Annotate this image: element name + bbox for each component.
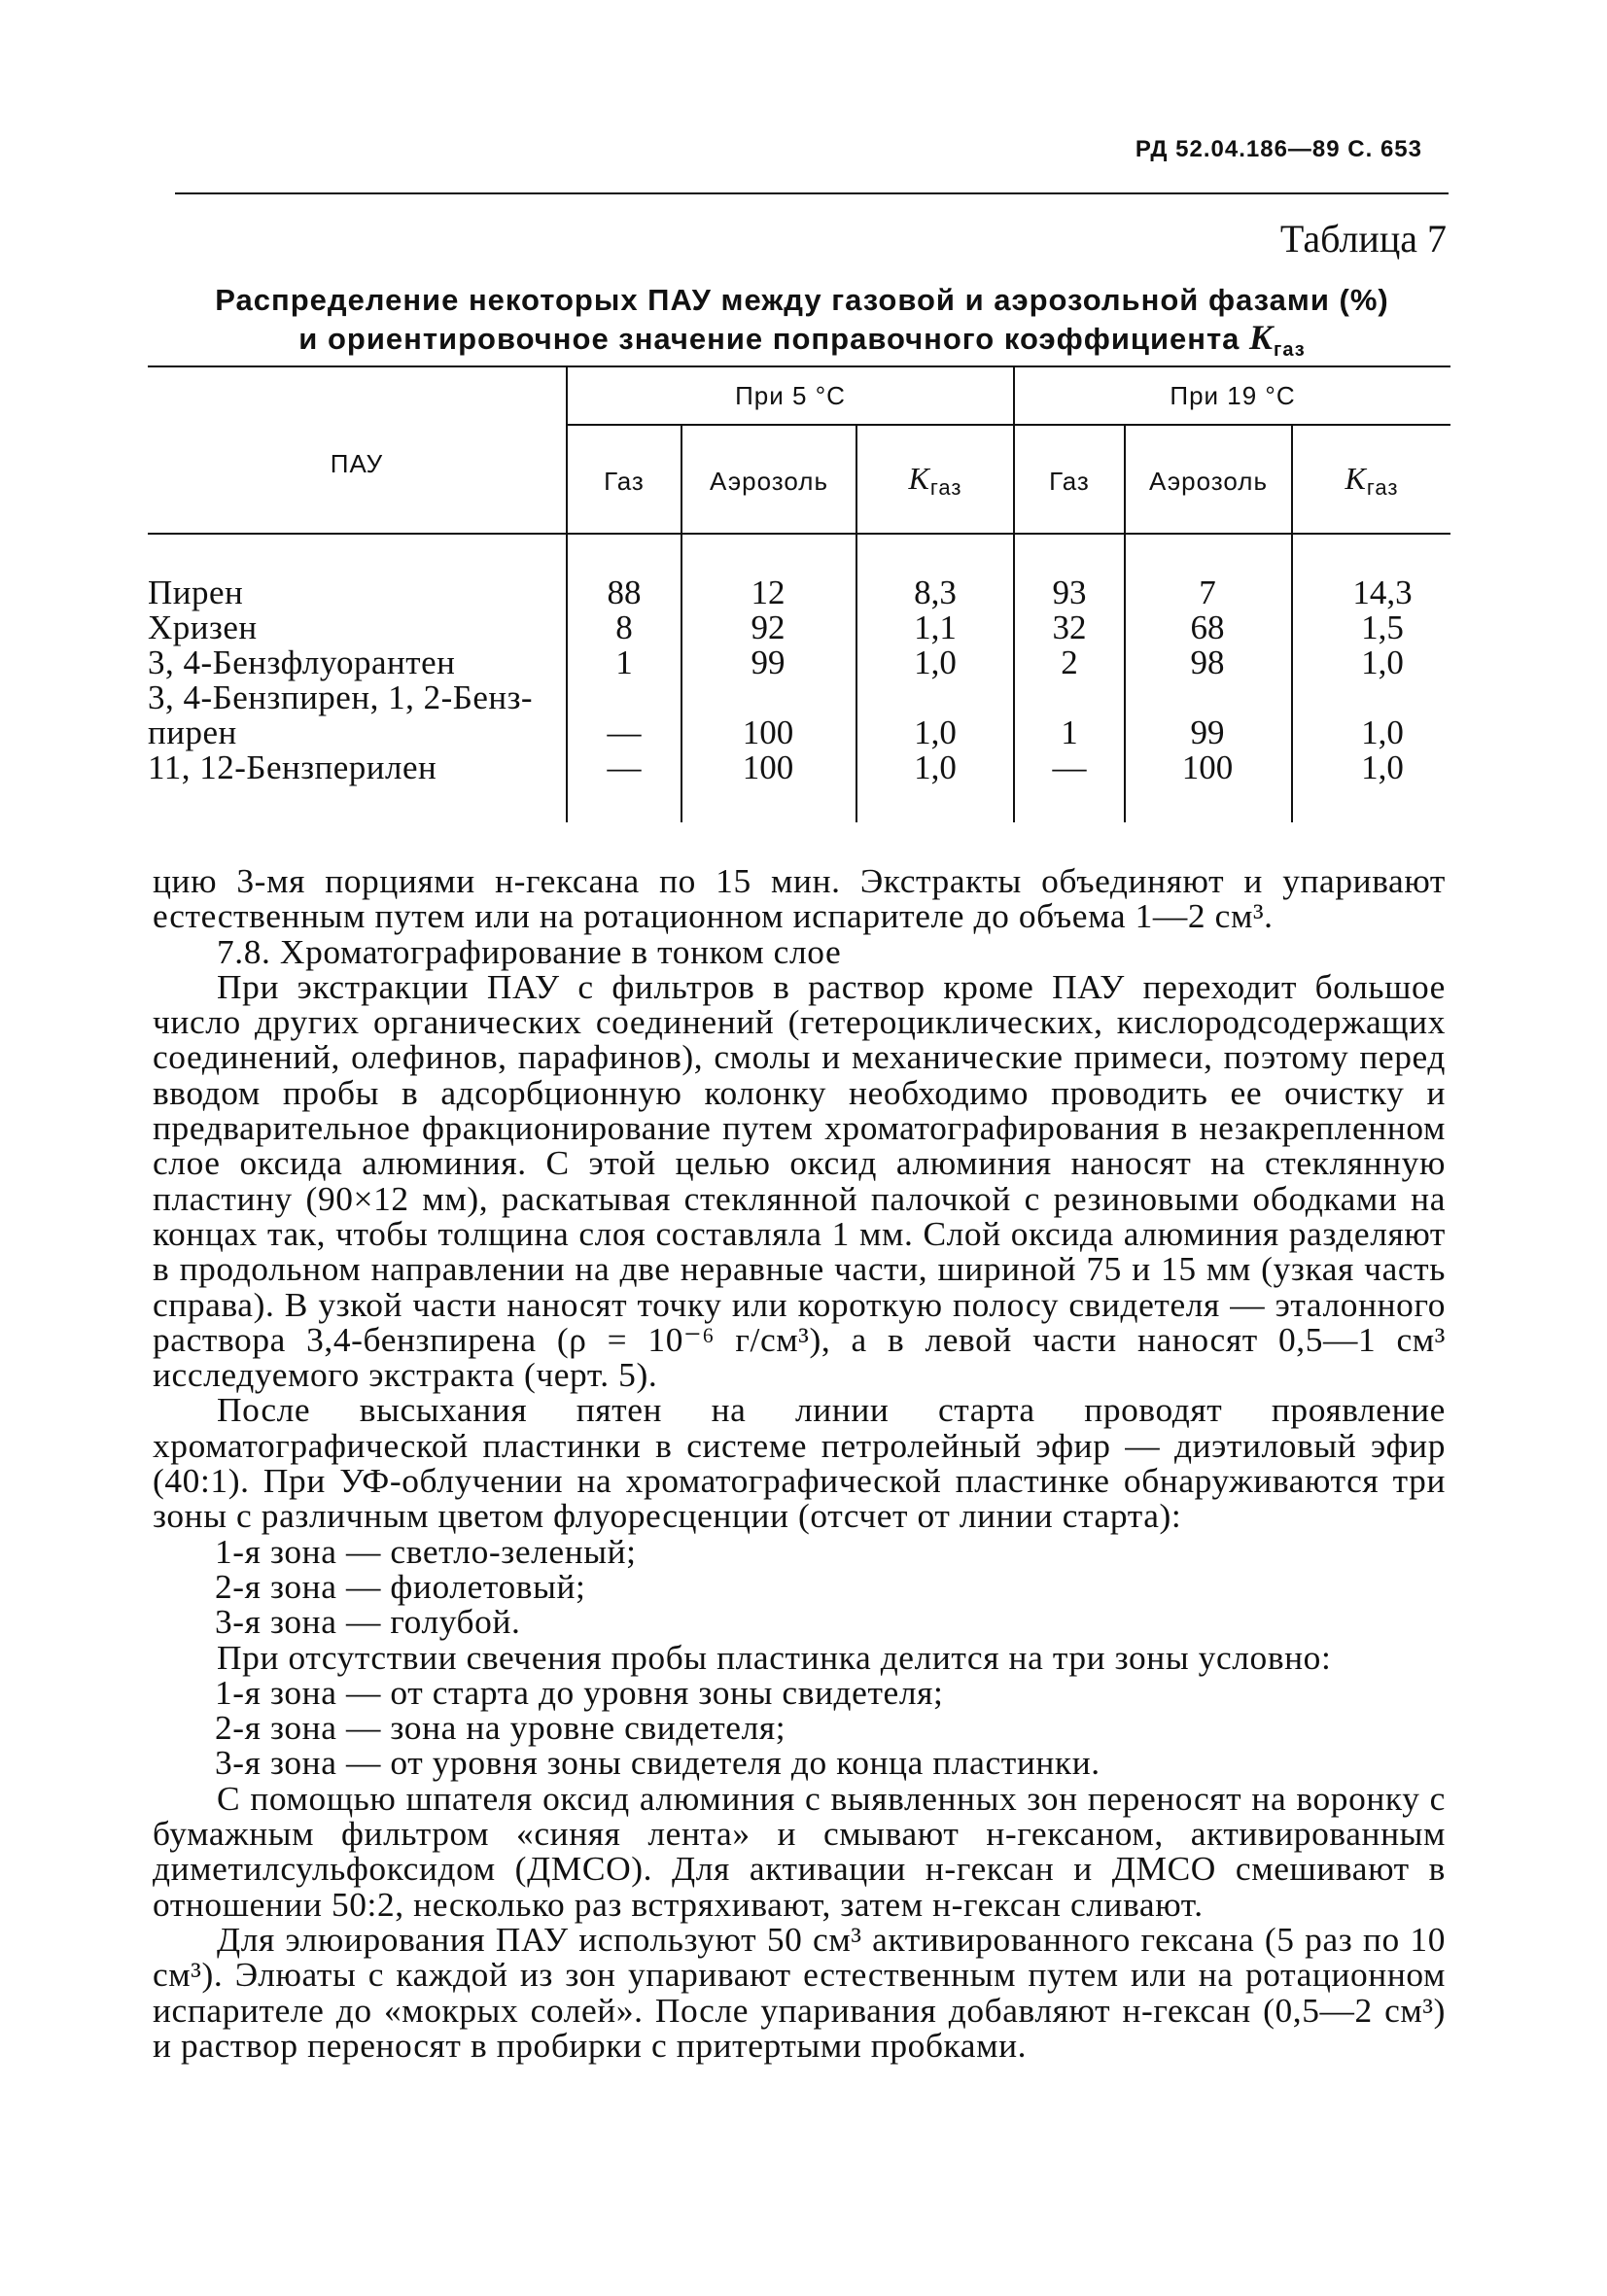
cell-benzfluoranten-k-5: 1,0: [914, 644, 957, 681]
caption-line-2: [156, 319, 1449, 368]
caption-line-2-text: и ориентировочное значение поправочного коэффициента: [298, 322, 1250, 356]
list-item: 3-я зона — от уровня зоны свидетеля до конца пластинки.: [215, 1743, 1100, 1783]
cell-hrizen-gas-19: 32: [1052, 609, 1087, 646]
row-label-piren: Пирен: [148, 574, 244, 611]
paragraph-no-glow: При отсутствии свечения пробы пластинка делится на три зоны условно:: [217, 1637, 1332, 1677]
paragraph-continuation: цию 3-мя порциями н-гексана по 15 мин. Экстракты объединяют и упаривают: [153, 861, 1446, 900]
cell-benzfluoranten-aerosol-19: 98: [1190, 644, 1225, 681]
caption-line-1: Распределение некоторых ПАУ между газовой и аэрозольной фазами (%): [215, 283, 1389, 317]
body-text: [153, 863, 1446, 2063]
cell-benzfluoranten-k-19: 1,0: [1361, 644, 1404, 681]
paragraph-elution: Для элюирования ПАУ используют 50 см³ активированного гексана (5 раз по 10 см³). Элюаты с каждой из зон упаривают естественным путем или на ротационном испарителе до «мокрых солей». После упаривания добавляют н-гексан (0,5—2 см³) и раствор переносят в пробирки с притертыми пробками.: [153, 1919, 1446, 2065]
col-header-aerosol-19: Аэрозоль: [1148, 467, 1269, 496]
cell-hrizen-aerosol-19: 68: [1190, 609, 1225, 646]
row-label-hrizen: Хризен: [148, 609, 258, 646]
cell-benzperilen-aerosol-5: 100: [742, 748, 794, 786]
group-rule-5: [568, 424, 1013, 426]
k-subscript: газ: [1366, 475, 1399, 501]
col-header-pau: ПАУ: [330, 449, 384, 478]
list-item: 3-я зона — голубой.: [215, 1602, 521, 1642]
cell-hrizen-k-19: 1,5: [1361, 609, 1404, 646]
cell-benzpiren-k-19: 1,0: [1361, 713, 1404, 751]
cell-benzperilen-aerosol-19: 100: [1181, 748, 1234, 786]
col-header-gas-19: Газ: [1049, 467, 1090, 496]
cell-benzpiren-aerosol-5: 100: [742, 713, 794, 751]
cell-benzfluoranten-gas-5: 1: [615, 644, 633, 681]
paragraph-development: После высыхания пятен на линии старта проводят проявление хроматографической пластинки в системе петролейный эфир — диэтиловый эфир (40:1). При УФ-облучении на хроматографической пластинке обнаруживаются три зоны с различным цветом флуоресценции (отсчет от линии старта):: [153, 1390, 1446, 1536]
col-header-k-5: [857, 461, 1013, 501]
list-item: 1-я зона — светло-зеленый;: [215, 1531, 637, 1571]
k-subscript: газ: [929, 475, 962, 501]
table-top-rule: [148, 365, 1450, 367]
row-label-benzfluoranten: 3, 4-Бензфлуорантен: [148, 644, 456, 681]
cell-benzperilen-gas-5: —: [607, 748, 642, 786]
cell-hrizen-gas-5: 8: [615, 609, 633, 646]
group-header-5c: При 5 °С: [735, 381, 846, 410]
cell-benzperilen-k-5: 1,0: [914, 748, 957, 786]
k-symbol: K: [908, 461, 930, 496]
cell-piren-k-19: 14,3: [1352, 574, 1413, 611]
cell-piren-k-5: 8,3: [914, 574, 957, 611]
cell-benzpiren-gas-5: —: [607, 713, 642, 751]
paragraph-continuation-end: естественным путем или на ротационном испарителе до объема 1—2 см³.: [153, 896, 1274, 936]
col-header-gas-5: Газ: [604, 467, 645, 496]
paragraph-extraction: При экстракции ПАУ с фильтров в раствор кроме ПАУ переходит большое число других органических соединений (гетероциклических, кислородсодержащих соединений, олефинов, парафинов), смолы и механические примеси, поэтому перед вводом пробы в адсорбционную колонку необходимо проводить ее очистку и предварительное фракционирование путем хроматографирования в незакрепленном слое оксида алюминия. С этой целью оксид алюминия наносят на стеклянную пластину (90×12 мм), раскатывая стеклянной палочкой с резиновыми ободками на концах так, чтобы толщина слоя составляла 1 мм. Слой оксида алюминия разделяют в продольном направлении на две неравные части, шириной 75 и 15 мм (узкая часть справа). В узкой части наносят точку или короткую полосу свидетеля — эталонного раствора 3,4-бензпирена (ρ = 10⁻⁶ г/см³), а в левой части наносят 0,5—1 см³ исследуемого экстракта (черт. 5).: [153, 966, 1446, 1395]
page-header: РД 52.04.186—89 С. 653: [1135, 136, 1422, 162]
caption-k-symbol: K: [1249, 318, 1275, 357]
cell-hrizen-k-5: 1,1: [914, 609, 957, 646]
header-bottom-rule: [148, 533, 1450, 535]
list-item: 2-я зона — фиолетовый;: [215, 1566, 586, 1606]
col-header-aerosol-5: Аэрозоль: [709, 467, 829, 496]
list-item: 2-я зона — зона на уровне свидетеля;: [215, 1708, 786, 1748]
group-rule-19: [1015, 424, 1450, 426]
cell-hrizen-aerosol-5: 92: [751, 609, 786, 646]
caption-k-subscript: газ: [1274, 339, 1306, 362]
row-label-benzpiren-cont: пирен: [148, 713, 237, 751]
list-item: 1-я зона — от старта до уровня зоны свидетеля;: [215, 1672, 944, 1712]
table-label: Таблица 7: [1279, 217, 1447, 261]
row-label-benzperilen: 11, 12-Бензперилен: [148, 748, 437, 786]
cell-piren-aerosol-5: 12: [751, 574, 786, 611]
data-table: [148, 365, 1450, 822]
header-rule: [175, 192, 1449, 194]
cell-benzpiren-aerosol-19: 99: [1190, 713, 1225, 751]
cell-benzfluoranten-gas-19: 2: [1061, 644, 1078, 681]
cell-piren-aerosol-19: 7: [1199, 574, 1216, 611]
group-header-19c: При 19 °С: [1170, 381, 1296, 410]
cell-benzperilen-gas-19: —: [1052, 748, 1087, 786]
table-caption: [156, 282, 1449, 368]
col-header-k-19: [1293, 461, 1450, 501]
k-symbol: K: [1345, 461, 1367, 496]
cell-benzpiren-k-5: 1,0: [914, 713, 957, 751]
cell-piren-gas-19: 93: [1052, 574, 1087, 611]
paragraph-spatula: С помощью шпателя оксид алюминия с выявленных зон переносят на воронку с бумажным фильтром «синяя лента» и смывают н-гексаном, активированным диметилсульфоксидом (ДМСО). Для активации н-гексан и ДМСО смешивают в отношении 50:2, несколько раз встряхивают, затем н-гексан сливают.: [153, 1778, 1446, 1924]
row-label-benzpiren: 3, 4-Бензпирен, 1, 2-Бенз-: [148, 678, 534, 716]
cell-piren-gas-5: 88: [607, 574, 642, 611]
cell-benzfluoranten-aerosol-5: 99: [751, 644, 786, 681]
cell-benzperilen-k-19: 1,0: [1361, 748, 1404, 786]
cell-benzpiren-gas-19: 1: [1061, 713, 1078, 751]
section-heading-7-8: 7.8. Хроматографирование в тонком слое: [217, 931, 842, 971]
